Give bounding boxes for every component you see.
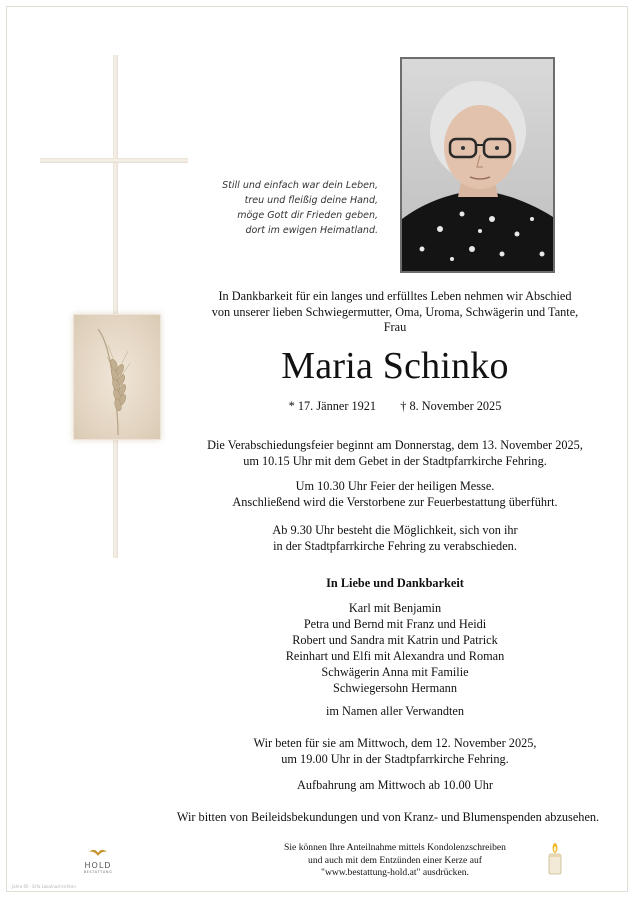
mourner-entry: Petra und Bernd mit Franz und Heidi xyxy=(303,617,487,631)
ceremony-info xyxy=(165,437,625,469)
mourners-list xyxy=(165,600,625,696)
cross-vertical-beam xyxy=(113,55,118,558)
logo-name: HOLD xyxy=(84,861,112,870)
poem-line: möge Gott dir Frieden geben, xyxy=(237,210,378,221)
mourner-entry: Schwägerin Anna mit Familie xyxy=(321,665,469,679)
mass-info xyxy=(165,478,625,510)
farewell-line: Ab 9.30 Uhr besteht die Möglichkeit, sich von ihr xyxy=(272,523,518,537)
mourners-heading: In Liebe und Dankbarkeit xyxy=(326,576,464,590)
farewell-line: in der Stadtpfarrkirche Fehring zu verabschieden. xyxy=(273,539,517,553)
imprint-text: Jahre 95 · Erfa Lokalnachrichten xyxy=(12,884,76,889)
condolence-line: Sie können Ihre Anteilnahme mittels Kondolenzschreiben xyxy=(284,842,506,853)
intro-line: Frau xyxy=(383,320,407,334)
wheat-icon xyxy=(74,315,160,439)
prayer-line: um 19.00 Uhr in der Stadtpfarrkirche Fehring. xyxy=(281,752,509,766)
intro-line: von unserer lieben Schwiegermutter, Oma, Uroma, Schwägerin und Tante, xyxy=(211,304,579,319)
portrait-photo xyxy=(400,57,555,273)
intro-text xyxy=(165,289,625,336)
mourner-entry: Schwiegersohn Hermann xyxy=(333,681,457,695)
viewing-info: Aufbahrung am Mittwoch ab 10.00 Uhr xyxy=(296,778,494,792)
farewell-info xyxy=(165,522,625,554)
donation-request: Wir bitten von Beileidsbekundungen und von Kranz- und Blumenspenden abzusehen. xyxy=(176,810,600,824)
poem-line: dort im ewigen Heimatland. xyxy=(245,225,378,236)
prayer-line: Wir beten für sie am Mittwoch, dem 12. November 2025, xyxy=(253,736,537,750)
poem-line: Still und einfach war dein Leben, xyxy=(222,180,378,191)
mourner-entry: Reinhart und Elfi mit Alexandra und Roman xyxy=(285,649,505,663)
poem-line: treu und fleißig deine Hand, xyxy=(244,195,378,206)
mourners-closing: im Namen aller Verwandten xyxy=(325,704,465,718)
deceased-name: Maria Schinko xyxy=(281,345,509,387)
portrait-image xyxy=(402,59,553,271)
birth-date: * 17. Jänner 1921 xyxy=(288,399,377,413)
cross-horizontal-beam xyxy=(40,158,188,163)
mourner-entry: Karl mit Benjamin xyxy=(348,601,442,615)
intro-line: In Dankbarkeit für ein langes und erfülltes Leben nehmen wir Abschied xyxy=(218,289,572,303)
mass-line: Um 10.30 Uhr Feier der heiligen Messe. xyxy=(295,479,495,493)
candle-icon xyxy=(546,843,564,880)
life-dates xyxy=(165,399,625,414)
condolence-line: "www.bestattung-hold.at" ausdrücken. xyxy=(321,867,469,878)
mourner-entry: Robert und Sandra mit Katrin und Patrick xyxy=(292,633,498,647)
condolence-line: und auch mit dem Entzünden einer Kerze auf xyxy=(308,854,482,866)
wheat-image xyxy=(73,314,161,440)
mass-line: Anschließend wird die Verstorbene zur Feuerbestattung überführt. xyxy=(232,495,558,509)
logo-subtitle: BESTATTUNG xyxy=(83,870,113,874)
death-date: † 8. November 2025 xyxy=(400,399,502,413)
prayer-info xyxy=(165,735,625,767)
funeral-home-logo xyxy=(78,842,118,874)
poem xyxy=(190,178,378,238)
wings-icon xyxy=(89,848,107,857)
ceremony-line: um 10.15 Uhr mit dem Gebet in der Stadtpfarrkirche Fehring. xyxy=(243,454,547,468)
ceremony-line: Die Verabschiedungsfeier beginnt am Donnerstag, dem 13. November 2025, xyxy=(207,438,583,452)
